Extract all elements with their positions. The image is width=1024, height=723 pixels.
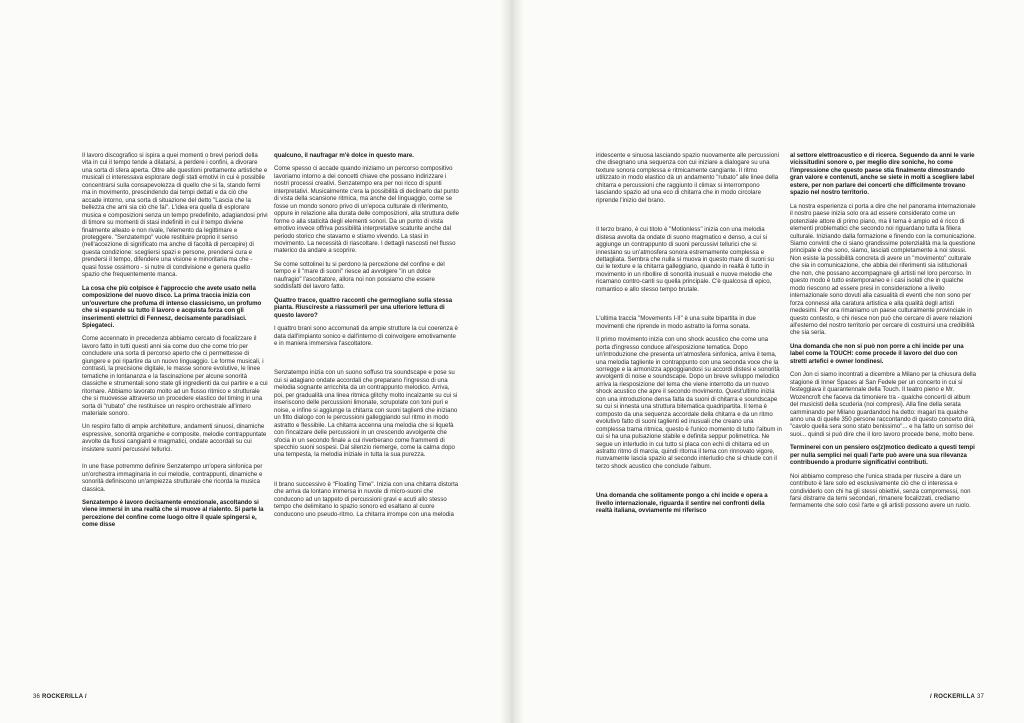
body-paragraph: iridescente e sinuosa lasciando spazio nuovamente alle percussioni che disegnano una sequenza con cui iniziare a dialogare su una texture sonora complessa e ritmicamente cangiante. Il ritmo utilizzato in modo elastico dà un andamento "rubato" alle linee della chitarra e percussioni che raggiunto il climax si interrompono lasciando spazio ad una eco di chitarra che in modo circolare riprende l'inizio del brano. — [596, 152, 779, 204]
body-paragraph: Come accennato in precedenza abbiamo cercato di focalizzare il lavoro fatto in tutti questi anni sia come duo che come trio per concludere una sorta di percorso aperto che ci permettesse di giungere e poi ripartire da un nuovo linguaggio. Le forme musicali, i contrasti, la precisione digitale, le masse sonore evolutive, le linee tematiche in lontananza e la fascinazione per alcune sonorità classiche e strumentali sono state gli ingredienti da cui partire e a cui ritornare. Abbiamo lavorato molto ad un flusso ritmico e strutturale che si muovesse attraverso un procedere elastico del timing in una sorta di "rubato" che restituisce un respiro orchestrale all'intero materiale sonoro. — [82, 335, 268, 417]
body-paragraph: L'ultima traccia "Movements I-II" è una suite bipartita in due movimenti che riprende in modo astratto la forma sonata. — [596, 315, 756, 330]
right-page-footer — [930, 694, 984, 700]
left-page-column-1 — [82, 152, 268, 697]
body-paragraph: Con Jon ci siamo incontrati a dicembre a Milano per la chiusura della stagione di Inner Spaces al San Fedele per un concerto in cui si festeggiava il quarantennale della Touch. Il teatro pieno e Mr. Wozencroft che faceva da timoniere tra - qualche concerti di album del musicisti della scuderia (noi compresi). Alla fine della serata camminando per Milano guardandoci ha detto: magari tra qualche anno una di quelle 350 persone raccontando di questo concerto dirà, "cavolo quella sera sono stato benissimo"... e ha fatto un sorriso dei suoi... quindi si può dire che il loro lavoro procede bene, molto bene. — [790, 371, 976, 438]
body-paragraph: Se come sottolinei tu si perdono la percezione del confine e del tempo e il "mare di suoni" riesce ad avvolgere "in un dolce naufragio" l'ascoltatore, allora noi non possiamo che essere soddisfatti del lavoro fatto. — [274, 260, 445, 291]
body-paragraph: La nostra esperienza ci porta a dire che nel panorama internazionale il nostro paese inizia solo ora ad essere considerato come un potenziale attore di primo piano, ma il tema è ampio ed è ricco di elementi problematici che secondo noi riguardano tutta la filiera culturale. Iniziando dalla formazione e finendo con la comunicazione. Siamo convinti che ci siano grandissime potenzialità ma la questione principale è che sono, siamo, lasciati completamente a noi stessi. Non esiste la possibilità concreta di avere un "movimento" culturale che sia in comunicazione, che abbia dei riferimenti sia istituzionali che non, che possano accompagnare gli artisti nel loro percorso. In questo modo è tutto estemporaneo e i casi isolati che in qualche modo riescono ad essere presi in considerazione a livello internazionale sono dovuti alla casualità di eventi che non sono per forza connessi alla caratura artistica e alla qualità degli artisti medesimi. Per ora rimaniamo un paese culturalmente provinciale in questo contesto, e chi riesce non può che cercare di avere relazioni all'esterno del nostro territorio per cercare di costruirsi una credibilità che sia seria. — [790, 202, 976, 337]
body-paragraph: Come spesso ci accade quando iniziamo un percorso compositivo lavoriamo intorno a dei concetti chiave che possano indirizzare i nostri processi creativi. Senzatempo era per noi ricco di spunti interpretativi. Musicalmente c'era la possibilità di declinarlo dal punto di vista della scansione ritmica, ma anche del linguaggio, come se fosse un mondo sonoro privo di un'epoca culturale di riferimento, oppure in relazione alla durata delle composizioni, alla struttura delle forme o alla staticità degli elementi sonori. Da un punto di vista emotivo invece offriva possibilità interpretative scaturite anche dal periodo storico che stavamo e stiamo vivendo. La stasi in movimento. La necessità di riascoltare. I dettagli nascosti nel flusso materico da andare a scoprire. — [274, 165, 459, 255]
body-paragraph: In une frase potremmo definire Senzatempo un'opera sinfonica per un'orchestra immaginaria in cui melodie, contrappunti, dinamiche e sonorità definiscono un'ampiezza strutturale che ricorda la musica classica. — [82, 463, 263, 493]
left-page-footer — [33, 694, 87, 700]
magazine-title: ROCKERILLA / — [41, 694, 87, 700]
body-paragraph: Il terzo brano, è cui titolo è "Motionless" inizia con una melodia distesa avvolta da ondate di suono magmatico e denso, a cui si aggiunge un contrappunto di suoni percussivi tellurici che si innestano su un'atmosfera sonora estremamente complessa e dettagliata. Sembra che nulla si muova in questo mare di suoni su cui le texture e la chitarra galleggiano, quando in realtà è tutto in movimento in un ribollire di sonorità inusuali e nuove melodie che ricamano contro-canti su quella principale. C'è qualcosa di epico, romantico e allo stesso tempo brutale. — [596, 226, 774, 293]
page-number: 37 — [976, 694, 985, 700]
body-paragraph: Un respiro fatto di ampie architetture, andamenti sinuosi, dinamiche espressive, sonorità organiche e composite, melodie contrappuntate avvolte da flussi cangianti e magmatici, ondate accordali su cui insistere suoni percussivi tellurici. — [82, 423, 267, 453]
interview-question: qualcuno, il naufragar m'è dolce in questo mare. — [274, 152, 414, 159]
interview-question: Quattro tracce, quattro racconti che germogliano sulla stessa pianta. Riuscireste a riassumerli per una ulteriore lettura di questo lavoro? — [274, 296, 453, 319]
right-page-column-2 — [790, 152, 976, 697]
left-page-column-2 — [274, 152, 460, 697]
body-paragraph: Il brano successivo è "Floating Time". Inizia con una chitarra distorta che arriva da lontano immersa in nuvole di micro-suoni che conducono ad un tappeto di percussioni gravi e acuti allo stesso tempo che delimitano lo spazio sonoro ed esaltano al cuore conducono uno pseudo-ritmo. La chitarra irrompe con una melodia — [274, 480, 459, 518]
spine-gutter — [500, 0, 524, 723]
body-paragraph: Il lavoro discografico si ispira a quei momenti o brevi periodi della vita in cui il tempo tende a dilatarsi, a perdere i confini, a divorare una sorta di sfera aperta. Oltre alle questioni prettamente artistiche e musicali ci interessava esplorare degli stati emotivi in cui è possibile concentrarsi sulla consapevolezza di quello che si fa, stando fermi ma in movimento, prescindendo dai tempi dettati e da ciò che accade intorno, una sorta di situazione del detto "Lascia che la bellezza che ami sia ciò che fai". L'idea era quella di esplorare musica e composizioni senza un tempo predefinito, adagiandosi privi di timore su momenti di stasi indefiniti in cui il tempo diviene finalmente alleato e non rivale, l'elemento da legittimare e proteggere. "Senzatempo" vuole restituire proprio il senso (nell'accezione di significato ma anche di facoltà di percepire) di questa condizione: scegliersi spazi e persone, prendersi cura e prendersi il tempo, difendere una visione e minoritaria ma che - quasi fosse ossimoro - si nutre di condivisione e genera quello spazio che frequentemente manca. — [82, 152, 268, 279]
page-number: 36 — [33, 694, 41, 700]
interview-question: La cosa che più colpisce è l'approccio che avete usato nella composizione del nuovo disco. La prima traccia inizia con un'ouverture che profuma di intenso classicismo, un profumo che si espande su tutto il lavoro e acquista forza con gli inserimenti elettrici di Fennesz, decisamente paradisiaci. Spiegateci. — [82, 284, 262, 329]
interview-question: al settore elettroacustico e di ricerca. Seguendo da anni le varie vicissitudini sonore o, per meglio dire soniche, ho come l'impressione che questo paese stia finalmente dimostrando gran valore e contenuti, anche se siete in molti a scegliere label estere, per non parlare dei concerti che difficilmente trovano spazio nel nostro territorio. — [790, 152, 975, 197]
interview-question: Una domanda che solitamente pongo a chi incide e opera a livello internazionale, riguarda il sentire nei confronti della realtà italiana, ovviamente mi riferisco — [596, 492, 768, 515]
body-paragraph: I quattro brani sono accomunati da ampie strutture la cui coerenza è data dall'impianto sonico e dall'interno di coinvolgere emotivamente e in maniera immersiva l'ascoltatore. — [274, 325, 458, 347]
right-page-column-1 — [596, 152, 782, 697]
body-paragraph: Il primo movimento inizia con uno shock acustico che come una porta d'ingresso conduce all'esposizione tematica. Dopo un'introduzione che presenta un'atmosfera sinfonica, arriva il tema, una melodia tagliente in contrappunto con una seconda voce che la sorregge e la armonizza appoggiandosi su accordi distesi e sonorità avvolgenti di noise e soundscape. Dopo un breve sviluppo melodico arriva la riesposizione del tema che viene interrotto da un nuovo shock acustico che apre il secondo movimento. Quest'ultimo inizia con una introduzione densa fatta da suoni di chitarra e soundscape su cui si innesta una struttura bitematica quadripartita. Il tema è composto da una sequenza accordale della chitarra e da un ritmo evolutivo fatto di suoni taglienti ed inusuali che creano una complessa trama ritmica, questo è l'unico momento di tutto l'album in cui si ha una pulsazione stabile e definita seppur polimetrica. Ne segue un interludio in cui tutto si placa con echi di chitarra ed un astratto ritmo di marcia, quindi ritorna il tema con rinnovato vigore, nuovamente lascia spazio al secondo interludio che si chiude con il terzo shock acustico che conclude l'album. — [596, 336, 782, 470]
body-paragraph: Senzatempo inizia con un suono soffuso tra soundscape e pose su cui si adagiano ondate accordali che preparano l'ingresso di una melodia sognante arricchita da un contrappunto melodico. Arriva, poi, per gradualità una linea ritmica glitchy molto incalzante su cui si inseriscono delle percussioni limonate, scrupolate con toni puri e noise, e infine si aggiunge la chitarra con suoni taglienti che iniziano un fitto dialogo con le percussioni galleggiando sul ritmo in modo astratto e flessibile. La chitarra accenna una melodia che si liquefà con l'incalzare delle percussioni in un crescendo avvolgente che sfocia in un secondo finale a cui riverberano come frammenti di specchio suoni sospesi. Dal silenzio riemerge, come la calma dopo una tempesta, la melodia iniziale in tutta la sua purezza. — [274, 369, 458, 459]
right-page — [512, 0, 1024, 723]
magazine-title: / ROCKERILLA — [930, 694, 976, 700]
interview-question: Terminerei con un pensiero os(z)motico dedicato a questi tempi per nulla semplici nei quali l'arte può avere una sua rilevanza contribuendo a produrre significativi contributi. — [790, 444, 975, 467]
body-paragraph: Noi abbiamo compreso che l'unica strada per riuscire a dare un contributo è fare solo ed esclusivamente ciò che ci interessa e condividerlo con chi ha gli stessi obiettivi, senza compromessi, non farsi distrarre da temi secondari, rimanere focalizzati, crediamo fermamente che solo così l'arte e gli artisti possono avere un ruolo. — [790, 472, 971, 510]
interview-question: Una domanda che non si può non porre a chi incide per una label come la TOUCH: come procede il lavoro del duo con stretti artefici e owner londinesi. — [790, 342, 964, 365]
interview-question: Senzatempo è lavoro decisamente emozionale, ascoltando si viene immersi in una realtà che si muove al rialento. Si parte la percezione del confine come luogo oltre il quale spingersi e, come disse — [82, 499, 264, 529]
